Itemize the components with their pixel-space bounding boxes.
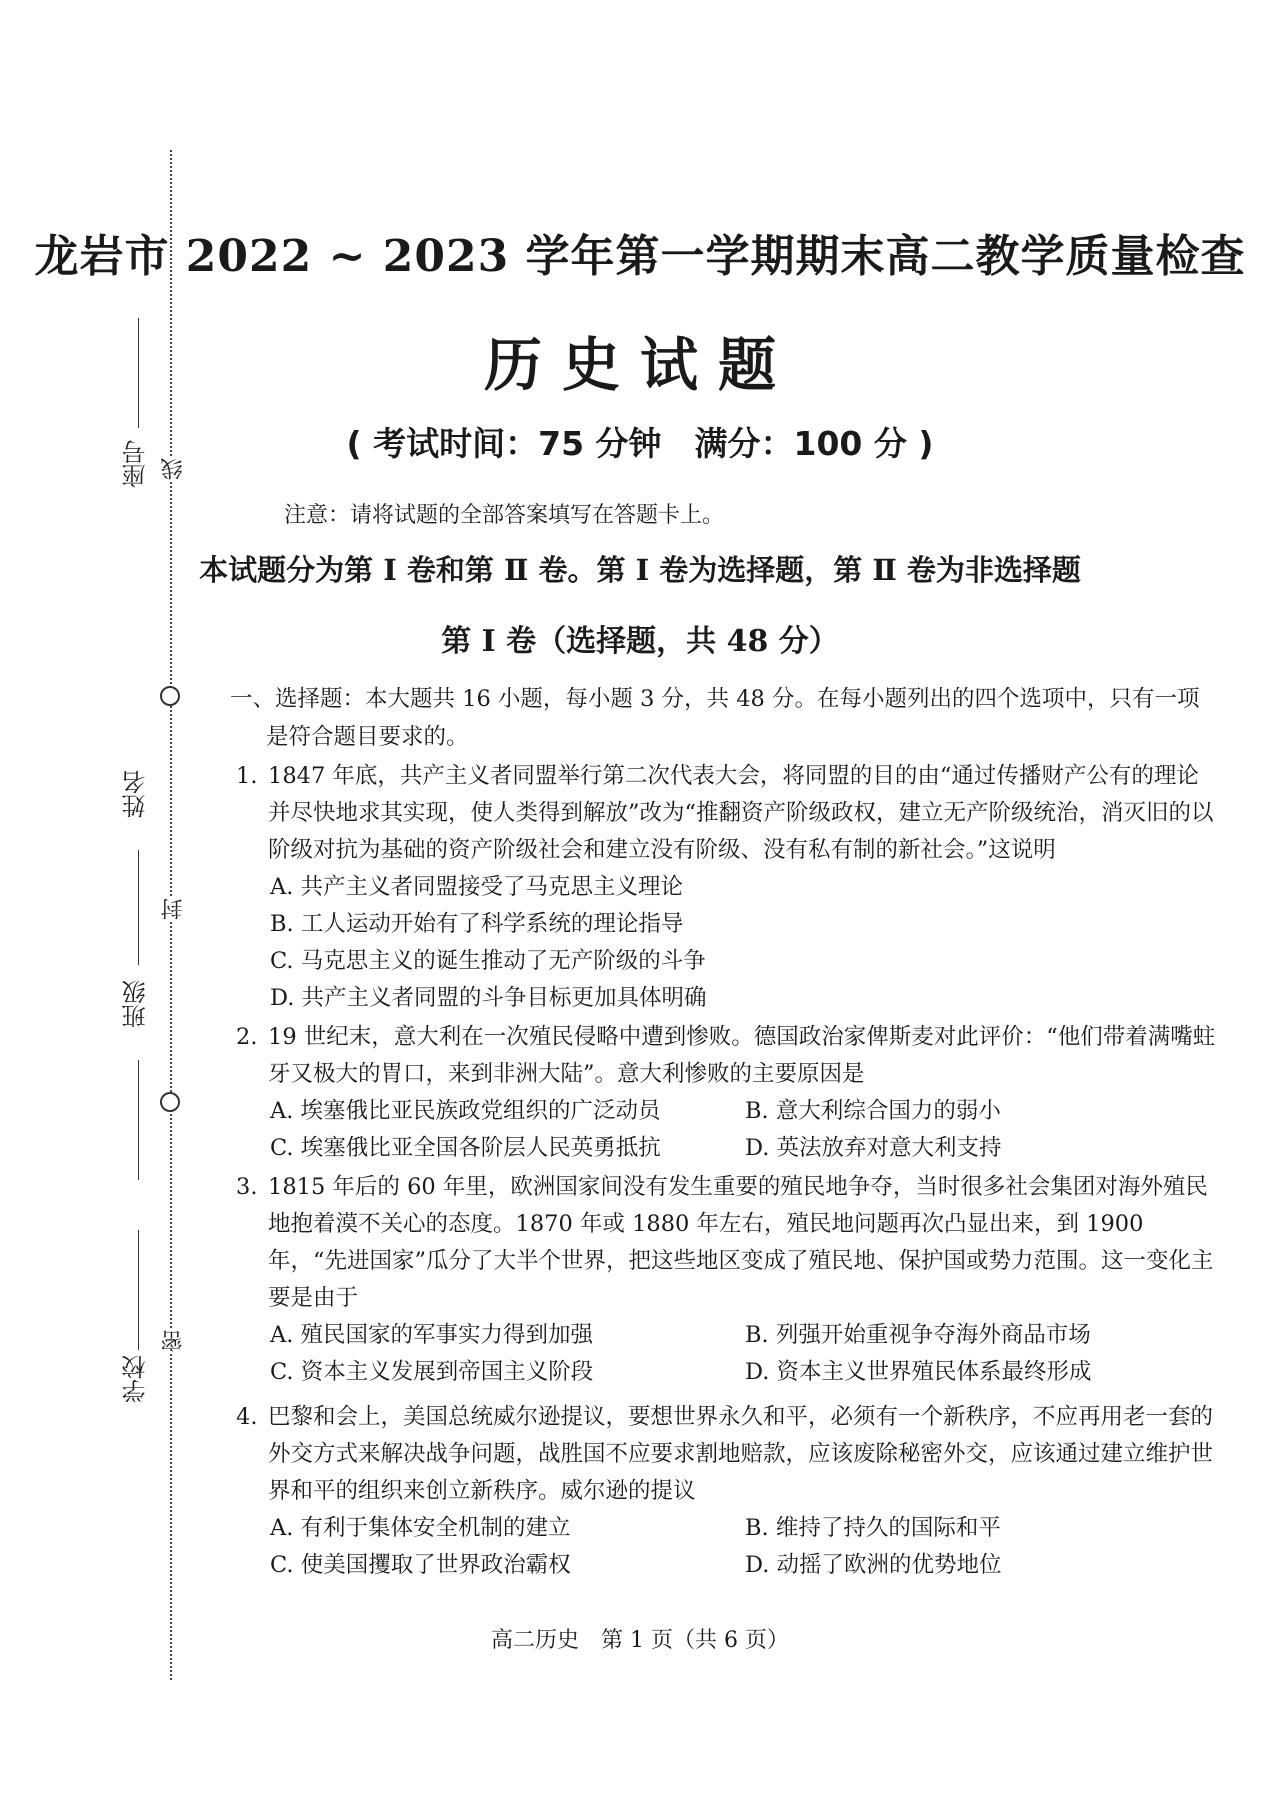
option-c: C. 马克思主义的诞生推动了无产阶级的斗争 [270,948,706,974]
option-b: B. 列强开始重视争夺海外商品市场 [745,1322,1091,1348]
question-2 [230,1019,1220,1093]
paper-intro: 本试题分为第 Ⅰ 卷和第 Ⅱ 卷。第 Ⅰ 卷为选择题，第 Ⅱ 卷为非选择题 [199,553,1081,587]
question-number: 3. [236,1174,258,1200]
seat-number-label: 座号 [122,440,150,488]
subject-title: 历史试题 [483,331,796,399]
name-label: 姓名 [122,770,150,818]
option-a: A. 有利于集体安全机制的建立 [270,1515,571,1541]
cut-mark-seal: 封 [158,898,189,920]
option-c: C. 埃塞俄比亚全国各阶层人民英勇抵抗 [270,1135,661,1161]
option-b: B. 意大利综合国力的弱小 [745,1098,1001,1124]
option-a: A. 共产主义者同盟接受了马克思主义理论 [270,874,684,900]
exam-title: 龙岩市 2022 ~ 2023 学年第一学期期末高二教学质量检查 [34,231,1246,282]
question-4-options [230,1510,1220,1584]
question-area [230,680,1220,1584]
question-number: 1. [236,763,258,789]
option-d: D. 共产主义者同盟的斗争目标更加具体明确 [270,985,707,1011]
cut-mark-secret: 密 [158,1330,189,1352]
binding-circle-bottom [160,1092,180,1112]
option-c: C. 使美国攫取了世界政治霸权 [270,1552,571,1578]
school-line [138,1230,139,1350]
option-c: C. 资本主义发展到帝国主义阶段 [270,1359,594,1385]
name-line [138,850,139,965]
option-b: B. 维持了持久的国际和平 [745,1515,1001,1541]
exam-info: ( 考试时间：75 分钟 满分：100 分 ) [346,424,934,463]
option-d: D. 动摇了欧洲的优势地位 [745,1552,1002,1578]
question-2-options [230,1093,1220,1167]
question-3-options [230,1317,1220,1391]
question-3 [230,1169,1220,1317]
school-label: 学校 [122,1355,150,1403]
cut-mark-line: 线 [158,458,189,480]
page-footer: 高二历史 第 1 页（共 6 页） [491,1628,789,1653]
option-d: D. 资本主义世界殖民体系最终形成 [745,1359,1092,1385]
question-number: 4. [236,1404,258,1430]
question-stem: 19 世纪末，意大利在一次殖民侵略中遭到惨败。德国政治家俾斯麦对此评价：“他们带着满嘴蛀牙又极大的胃口，来到非洲大陆”。意大利惨败的主要原因是 [268,1024,1216,1087]
question-stem: 1815 年后的 60 年里，欧洲国家间没有发生重要的殖民地争夺，当时很多社会集团对海外殖民地抱着漠不关心的态度。1870 年或 1880 年左右，殖民地问题再次凸显出来，到 1900 年，“先进国家”瓜分了大半个世界，把这些地区变成了殖民地、保护国或势力范围。这一变化主要是由于 [268,1174,1214,1311]
question-stem: 巴黎和会上，美国总统威尔逊提议，要想世界永久和平，必须有一个新秩序，不应再用老一套的外交方式来解决战争问题，战胜国不应要求割地赔款，应该废除秘密外交，应该通过建立维护世界和平的组织来创立新秩序。威尔逊的提议 [268,1404,1214,1504]
section-title: 第 Ⅰ 卷（选择题，共 48 分） [441,624,839,659]
option-a: A. 埃塞俄比亚民族政党组织的广泛动员 [270,1098,661,1124]
option-a: A. 殖民国家的军事实力得到加强 [270,1322,594,1348]
question-stem: 1847 年底，共产主义者同盟举行第二次代表大会，将同盟的目的由“通过传播财产公有的理论并尽快地求其实现，使人类得到解放”改为“推翻资产阶级政权，建立无产阶级统治，消灭旧的以阶级对抗为基础的资产阶级社会和建立没有阶级、没有私有制的新社会。”这说明 [268,763,1214,863]
class-line [138,1060,139,1180]
binding-circle-top [160,686,180,706]
option-b: B. 工人运动开始有了科学系统的理论指导 [270,911,684,937]
question-number: 2. [236,1024,258,1050]
question-1-options [230,869,1220,1017]
part-heading: 一、选择题：本大题共 16 小题，每小题 3 分，共 48 分。在每小题列出的四个选项中，只有一项是符合题目要求的。 [230,686,1200,750]
class-label: 班级 [122,980,150,1028]
question-4 [230,1399,1220,1510]
question-1 [230,758,1220,869]
notice: 注意：请将试题的全部答案填写在答题卡上。 [284,503,725,528]
option-d: D. 英法放弃对意大利支持 [745,1135,1002,1161]
